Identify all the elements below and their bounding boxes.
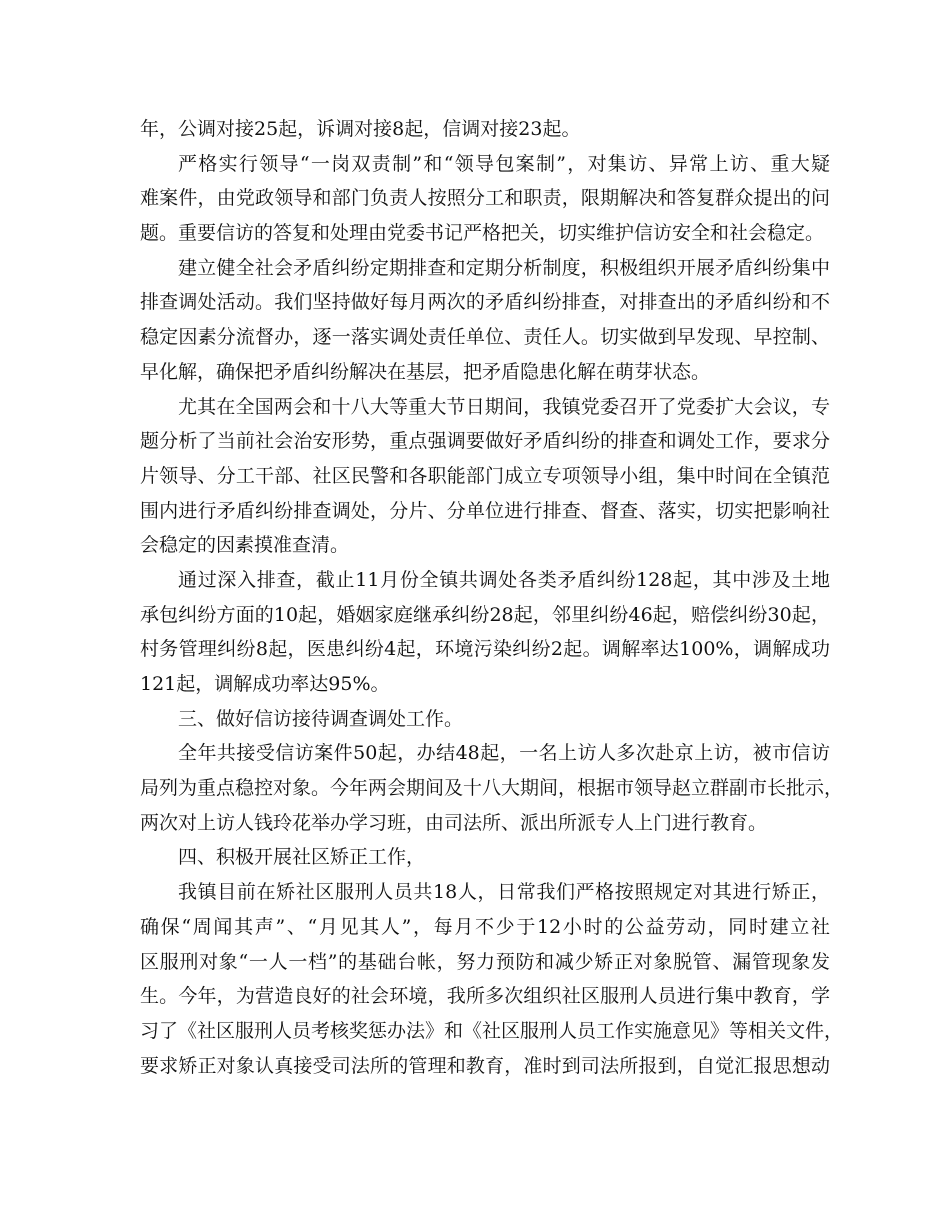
- text-line: 片领导、分工干部、社区民警和各职能部门成立专项领导小组，集中时间在全镇范: [140, 464, 830, 487]
- text-line: 承包纠纷方面的10起，婚姻家庭继承纠纷28起，邻里纠纷46起，赔偿纠纷30起，: [140, 603, 830, 626]
- text-line: 会稳定的因素摸准查清。: [140, 534, 350, 557]
- text-line: 排查调处活动。我们坚持做好每月两次的矛盾纠纷排查，对排查出的矛盾纠纷和不: [140, 291, 830, 314]
- text-line: 稳定因素分流督办，逐一落实调处责任单位、责任人。切实做到早发现、早控制、: [140, 326, 830, 349]
- body-text: [140, 112, 844, 1083]
- section-heading: 四、积极开展社区矫正工作，: [178, 846, 426, 869]
- paragraph-first-line: 全年共接受信访案件50起，办结48起，一名上访人多次赴京上访，被市信访: [178, 742, 830, 765]
- text-line: 题。重要信访的答复和处理由党委书记严格把关，切实维护信访安全和社会稳定。: [140, 222, 825, 245]
- text-line: 区服刑对象“一人一档”的基础台帐，努力预防和减少矫正对象脱管、漏管现象发: [140, 950, 830, 973]
- text-line: 村务管理纠纷8起，医患纠纷4起，环境污染纠纷2起。调解率达100%，调解成功: [140, 638, 830, 661]
- paragraph-first-line: 我镇目前在矫社区服刑人员共18人，日常我们严格按照规定对其进行矫正，: [178, 881, 830, 904]
- paragraph-first-line: 严格实行领导“一岗双责制”和“领导包案制”，对集访、异常上访、重大疑: [178, 152, 830, 175]
- paragraph-first-line: 通过深入排查，截止11月份全镇共调处各类矛盾纠纷128起，其中涉及土地: [178, 568, 830, 591]
- text-line: 早化解，确保把矛盾纠纷解决在基层，把矛盾隐患化解在萌芽状态。: [140, 360, 711, 383]
- paragraph-first-line: 尤其在全国两会和十八大等重大节日期间，我镇党委召开了党委扩大会议，专: [178, 395, 830, 418]
- text-line: 生。今年，为营造良好的社会环境，我所多次组织社区服刑人员进行集中教育，学: [140, 985, 830, 1008]
- section-heading: 三、做好信访接待调查调处工作。: [178, 707, 464, 730]
- text-line: 习了《社区服刑人员考核奖惩办法》和《社区服刑人员工作实施意见》等相关文件，: [140, 1019, 844, 1042]
- text-line: 围内进行矛盾纠纷排查调处，分片、分单位进行排查、督查、落实，切实把影响社: [140, 499, 830, 522]
- text-line: 两次对上访人钱玲花举办学习班，由司法所、派出所派专人上门进行教育。: [140, 811, 768, 834]
- paragraph-first-line: 建立健全社会矛盾纠纷定期排查和定期分析制度，积极组织开展矛盾纠纷集中: [178, 256, 830, 279]
- text-line: 年，公调对接25起，诉调对接8起，信调对接23起。: [140, 118, 581, 140]
- text-line: 局列为重点稳控对象。今年两会期间及十八大期间，根据市领导赵立群副市长批示，: [140, 777, 844, 800]
- text-line: 题分析了当前社会治安形势，重点强调要做好矛盾纠纷的排查和调处工作，要求分: [140, 430, 830, 453]
- text-line: 要求矫正对象认真接受司法所的管理和教育，准时到司法所报到，自觉汇报思想动: [140, 1054, 830, 1077]
- text-line: 121起，调解成功率达95%。: [140, 673, 390, 695]
- text-line: 确保“周闻其声”、“月见其人”，每月不少于12小时的公益劳动，同时建立社: [140, 915, 830, 938]
- text-line: 难案件，由党政领导和部门负责人按照分工和职责，限期解决和答复群众提出的问: [140, 187, 830, 210]
